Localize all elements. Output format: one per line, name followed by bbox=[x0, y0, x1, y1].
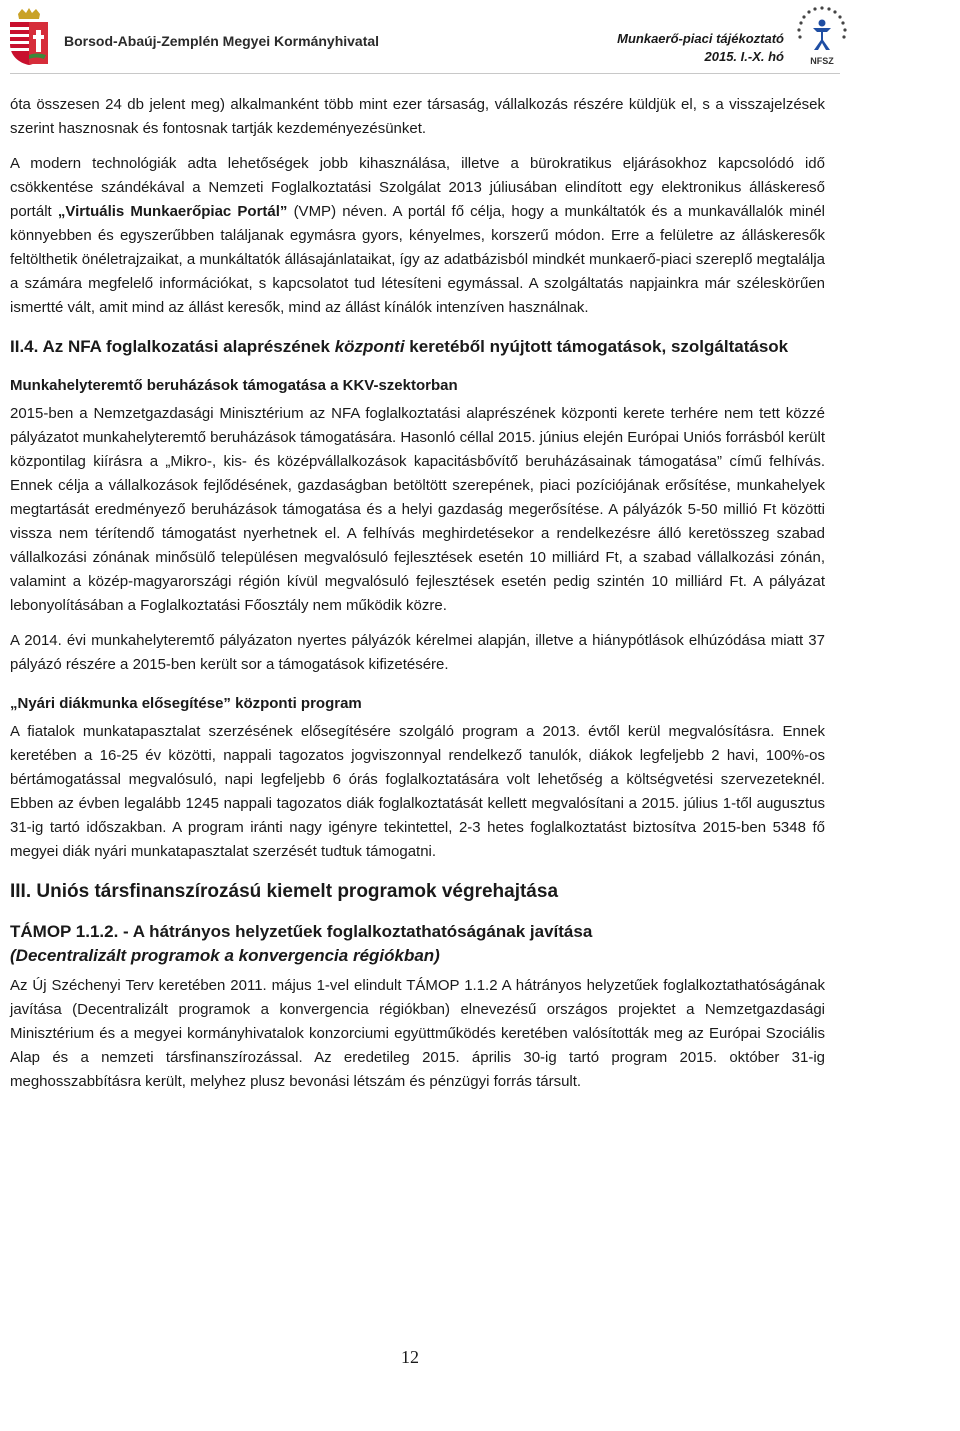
report-title: Munkaerő-piaci tájékoztató bbox=[617, 31, 784, 46]
document-body bbox=[10, 93, 825, 1094]
paragraph-2014-applications: A 2014. évi munkahelyteremtő pályázaton nyertes pályázók kérelmei alapján, illetve a hiánypótlások elhúzódása miatt 37 pályázó részére a 2015-ben került sor a támogatások kifizetésére. bbox=[10, 632, 825, 673]
paragraph-job-creation: 2015-ben a Nemzetgazdasági Minisztérium az NFA foglalkoztatási alaprészének központi kerete terhére nem tett közzé pályázatot munkahelyteremtő beruházások támogatására. Hasonló céllal 2015. június elején Európai Uniós forrásból került központilag kiírásra a „Mikro-, kis- és középvállalkozások kapacitásbővítő beruházásainak támogatása” című felhívás. Ennek célja a vállalkozások fejlődésének, gazdaságban betöltött szerepének, piaci pozíciójának erősítése, munkahelyek megtartását eredményező beruházások támogatása és a helyi gazdaság megerősítése. A pályázók 5-50 millió Ft közötti vissza nem térítendő támogatást nyerhetnek el. A felhívás meghirdetésekor a rendelkezésre álló keretösszeg szabad vállalkozási zónának minősülő településen megvalósuló fejlesztések esetén 10 milliárd Ft, a szabad vállalkozási zónán, valamint a közép-magyarországi régión kívül megvalósuló fejlesztések esetén pedig szintén 10 milliárd Ft. A pályázat lebonyolításában a Foglalkoztatási Főosztály nem működik közre. bbox=[10, 405, 825, 614]
header-divider bbox=[10, 73, 840, 74]
subheading-tamop-line1: TÁMOP 1.1.2. - A hátrányos helyzetűek foglalkoztathatóságának javítása bbox=[10, 922, 593, 941]
vmp-portal-name: „Virtuális Munkaerőpiac Portál” bbox=[57, 203, 288, 220]
subheading-tamop-line2: (Decentralizált programok a konvergencia régiókban) bbox=[10, 946, 440, 965]
section-heading-iii: III. Uniós társfinanszírozású kiemelt programok végrehajtása bbox=[10, 881, 559, 902]
section-heading-ii4: II.4. Az NFA foglalkozatási alaprészének központi keretéből nyújtott támogatások, szolgáltatások bbox=[10, 337, 789, 356]
report-period: 2015. I.-X. hó bbox=[704, 49, 784, 64]
nfsz-logo-icon bbox=[792, 4, 852, 66]
nfsz-logo-label: NFSZ bbox=[810, 56, 834, 66]
page-number: 12 bbox=[401, 1347, 419, 1367]
paragraph-summer-job-program: A fiatalok munkatapasztalat szerzésének elősegítésére szolgáló program a 2013. évtől kerül megvalósításra. Ennek keretében a 16-25 év közötti, nappali tagozatos jogviszonnyal rendelkező tanulók, diákok legfeljebb 2 havi, 100%-os bértámogatással megvalósuló, napi legfeljebb 6 órás foglalkoztatására volt lehetőség a költségvetési szervezeteknél. Ebben az évben legalább 1245 nappali tagozatos diák foglalkoztatását kellett megvalósítani a 2015. július 1-től augusztus 31-ig tartó időszakban. A program iránti nagy igényre tekintettel, 2-3 hetes foglalkoztatást biztosítva 2015-ben 5348 fő megyei diák nyári munkatapasztalat szerzését tudtuk támogatni. bbox=[10, 723, 825, 860]
paragraph-tamop: Az Új Széchenyi Terv keretében 2011. május 1-vel elindult TÁMOP 1.1.2 A hátrányos helyzetűek foglalkoztathatóságának javítása (Decentralizált programok a konvergencia régiókban) elnevezésű országos projektet a Nemzetgazdasági Minisztérium és a megyei kormányhivatalok konzorciumi együttműködés keretében valósították meg az Európai Szociális Alap és a nemzeti társfinanszírozással. Az eredetileg 2015. április 30-ig tartó program 2015. október 31-ig meghosszabbításra került, melyhez plusz bevonási létszám és pénzügyi forrás társult. bbox=[10, 977, 825, 1090]
hungarian-coat-of-arms-icon bbox=[6, 8, 52, 66]
paragraph-vmp-portal: A modern technológiák adta lehetőségek jobb kihasználása, illetve a bürokratikus eljárásokhoz kapcsolódó idő csökkentése szándékával a Nemzeti Foglalkoztatási Szolgálat 2013 júliusában elindított egy elektronikus álláskereső portált „Virtuális Munkaerőpiac Portál” (VMP) néven. A portál fő célja, hogy a munkáltatók és a munkavállalók minél könnyebben és egyszerűbben találjanak egymásra gyors, kényelmes, korszerű módon. Erre a felületre az álláskeresők feltölthetik önéletrajzaikat, a munkáltatók állásajánlataikat, így az adatbázisból mindkét munkaerő-piaci szereplő megtalálja a számára megfelelő információkat, s kapcsolatot tud létesíteni egymással. A szolgáltatás napjainkra már széleskörűen ismertté vált, amit mind az állást keresők, mind az állást kínálók intenzíven használnak. bbox=[10, 155, 826, 316]
paragraph-newsletter: óta összesen 24 db jelent meg) alkalmanként több mint ezer társaság, vállalkozás részére küldjük el, s a visszajelzések szerint hasznosnak és fontosnak tartják kezdeményezésünket. bbox=[10, 96, 825, 137]
subheading-summer-job-program: „Nyári diákmunka elősegítése” központi program bbox=[10, 695, 362, 712]
page-header bbox=[0, 0, 960, 75]
subheading-job-creation: Munkahelyteremtő beruházások támogatása a KKV-szektorban bbox=[10, 377, 458, 394]
organization-name: Borsod-Abaúj-Zemplén Megyei Kormányhivatal bbox=[64, 33, 380, 49]
